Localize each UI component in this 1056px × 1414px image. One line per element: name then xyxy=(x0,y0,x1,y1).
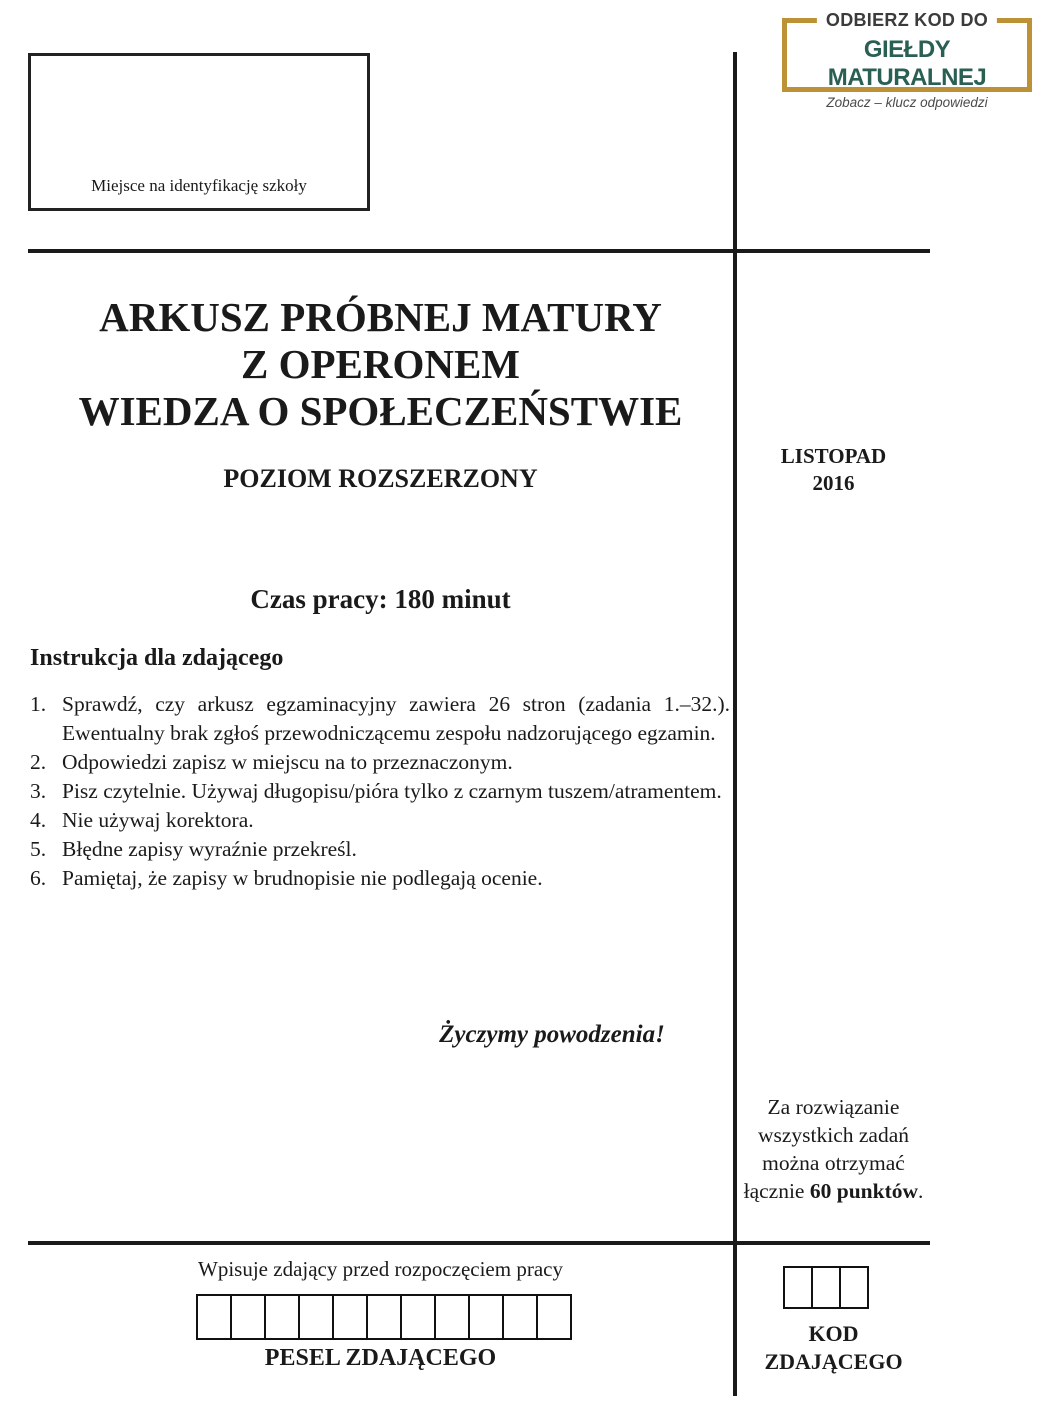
exam-duration: Czas pracy: 180 minut xyxy=(250,584,511,614)
gielda-maturalna-badge xyxy=(782,10,1032,110)
instructions-heading: Instrukcja dla zdającego xyxy=(30,645,284,671)
instruction-text: Odpowiedzi zapisz w miejscu na to przeznaczonym. xyxy=(62,750,513,774)
instruction-item xyxy=(30,777,730,806)
instruction-number: 4. xyxy=(30,808,47,832)
input-cell[interactable] xyxy=(502,1294,538,1340)
fill-before-start-note: Wpisuje zdający przed rozpoczęciem pracy xyxy=(198,1257,563,1281)
instruction-item xyxy=(30,864,730,893)
title-line-3: WIEDZA O SPOŁECZEŃSTWIE xyxy=(78,388,683,434)
input-cell[interactable] xyxy=(196,1294,232,1340)
instructions-list xyxy=(30,690,730,893)
top-divider xyxy=(28,249,930,253)
points-line-2: wszystkich zadań xyxy=(757,1123,910,1147)
good-luck-message: Życzymy powodzenia! xyxy=(439,1021,665,1048)
instruction-text: Nie używaj korektora. xyxy=(62,808,254,832)
input-cell[interactable] xyxy=(332,1294,368,1340)
exam-level: POZIOM ROZSZERZONY xyxy=(223,464,538,493)
instruction-number: 5. xyxy=(30,837,47,861)
exam-date-month: LISTOPAD xyxy=(780,444,887,468)
points-line-4-suffix: . xyxy=(918,1179,924,1203)
instruction-number: 6. xyxy=(30,866,47,890)
input-cell[interactable] xyxy=(839,1266,869,1309)
points-line-3: można otrzymać xyxy=(762,1151,905,1175)
input-cell[interactable] xyxy=(434,1294,470,1340)
input-cell[interactable] xyxy=(783,1266,813,1309)
input-cell[interactable] xyxy=(366,1294,402,1340)
points-line-1: Za rozwiązanie xyxy=(767,1095,900,1119)
badge-brand: GIEŁDY MATURALNEJ xyxy=(827,36,987,91)
input-cell[interactable] xyxy=(298,1294,334,1340)
input-cell[interactable] xyxy=(536,1294,572,1340)
input-cell[interactable] xyxy=(264,1294,300,1340)
school-box-label: Miejsce na identyfikację szkoły xyxy=(91,176,307,195)
instruction-item xyxy=(30,835,730,864)
instruction-number: 2. xyxy=(30,750,47,774)
title-line-2: Z OPERONEM xyxy=(240,341,521,387)
instruction-item xyxy=(30,806,730,835)
input-cell[interactable] xyxy=(468,1294,504,1340)
total-points-note xyxy=(737,1093,930,1205)
kod-label xyxy=(737,1320,930,1376)
exam-date-year: 2016 xyxy=(812,471,855,495)
instruction-item xyxy=(30,748,730,777)
badge-subtitle: Zobacz – klucz odpowiedzi xyxy=(826,95,988,110)
kod-input-grid xyxy=(783,1266,869,1309)
instruction-number: 1. xyxy=(30,692,47,716)
kod-label-line-1: KOD xyxy=(808,1321,859,1346)
instruction-text: Błędne zapisy wyraźnie przekreśl. xyxy=(62,837,357,861)
points-total-value: 60 punktów xyxy=(809,1179,918,1203)
badge-title: ODBIERZ KOD DO xyxy=(817,10,997,31)
input-cell[interactable] xyxy=(230,1294,266,1340)
instruction-text: Sprawdź, czy arkusz egzaminacyjny zawiera 26 stron (zadania 1.–32.). Ewentualny brak zgłoś przewodniczącemu zespołu nadzorującego egzamin. xyxy=(62,692,730,745)
input-cell[interactable] xyxy=(400,1294,436,1340)
instruction-number: 3. xyxy=(30,779,47,803)
points-line-4 xyxy=(737,1177,930,1205)
points-line-4-prefix: łącznie xyxy=(743,1179,810,1203)
exam-date xyxy=(737,443,930,497)
bottom-divider xyxy=(28,1241,930,1245)
kod-label-line-2: ZDAJĄCEGO xyxy=(764,1349,903,1374)
input-cell[interactable] xyxy=(811,1266,841,1309)
instruction-text: Pamiętaj, że zapisy w brudnopisie nie podlegają ocenie. xyxy=(62,866,543,890)
pesel-input-grid xyxy=(196,1294,572,1340)
page-title xyxy=(28,294,733,435)
instruction-item xyxy=(30,690,730,748)
instruction-text: Pisz czytelnie. Używaj długopisu/pióra tylko z czarnym tuszem/atramentem. xyxy=(62,779,722,803)
school-identification-box[interactable] xyxy=(28,53,370,211)
title-line-1: ARKUSZ PRÓBNEJ MATURY xyxy=(99,294,662,340)
pesel-label: PESEL ZDAJĄCEGO xyxy=(264,1345,497,1371)
